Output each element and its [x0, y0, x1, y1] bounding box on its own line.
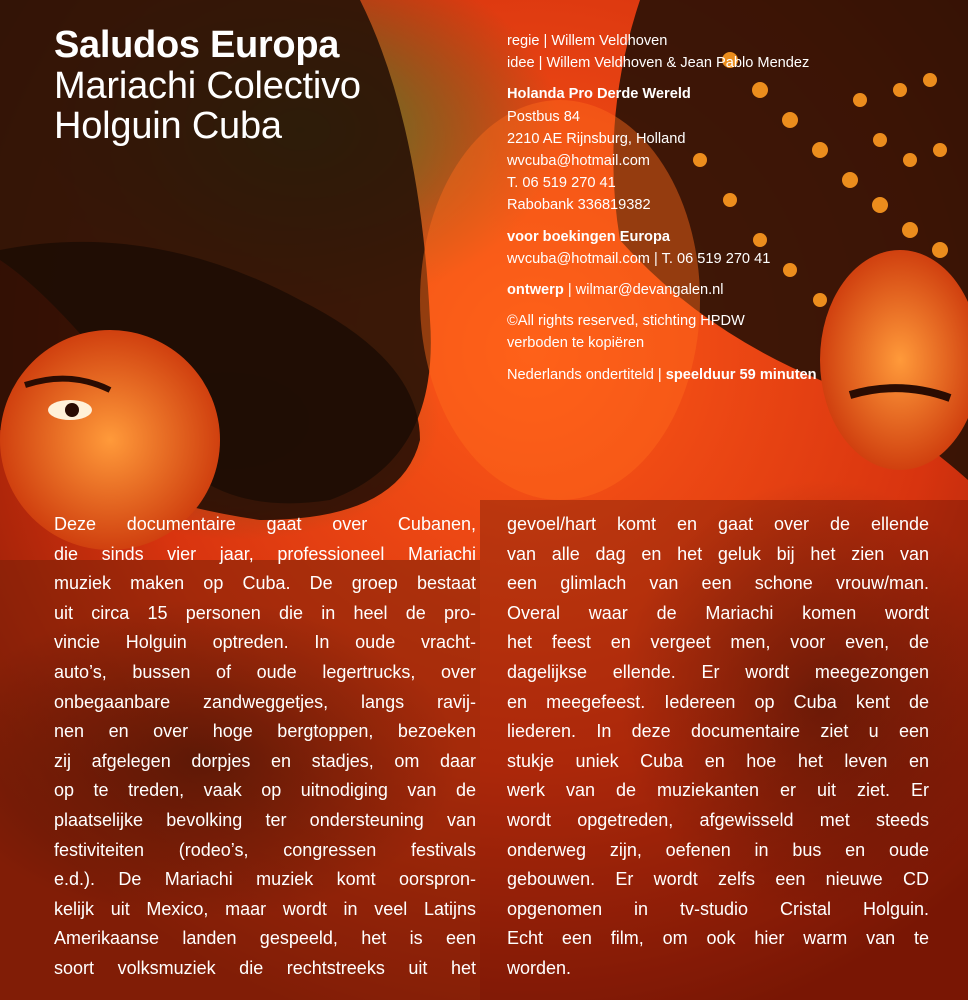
bank-account: Rabobank 336819382 [507, 197, 651, 214]
credit-idee: idee | Willem Veldhoven & Jean Pablo Mendez [507, 55, 810, 72]
body-line: worden. [507, 957, 572, 978]
body-line: Echt een film, om ook hier warm van te [507, 928, 929, 949]
rights-line-1: ©All rights reserved, stichting HPDW [507, 313, 745, 330]
body-line: plaatselijke bevolking ter ondersteuning van [54, 809, 476, 830]
design-info[interactable]: | wilmar@devangalen.nl [563, 282, 724, 299]
phone-number: T. 06 519 270 41 [507, 175, 616, 192]
title-block [54, 24, 361, 146]
body-line: nen en over hoge bergtoppen, bezoeken [54, 721, 476, 742]
duration: speelduur 59 minuten [665, 366, 817, 383]
body-line: soort volksmuziek die rechtstreeks uit het [54, 957, 476, 978]
body-line: liederen. In deze documentaire ziet u een [507, 721, 929, 742]
organization-name: Holanda Pro Derde Wereld [507, 86, 691, 103]
body-line: onderweg zijn, oefenen in bus en oude [507, 839, 929, 860]
body-line: gevoel/hart komt en gaat over de ellende [507, 514, 929, 534]
body-line: van alle dag en het geluk bij het zien van [507, 543, 929, 564]
address-line: Postbus 84 [507, 108, 581, 125]
address-line: 2210 AE Rijnsburg, Holland [507, 130, 686, 147]
main-title: Saludos Europa [54, 24, 340, 66]
body-line: muziek maken op Cuba. De groep bestaat [54, 573, 476, 594]
body-line: uit circa 15 personen die in heel de pro- [54, 602, 476, 623]
subtitle-line-2: Holguin Cuba [54, 105, 282, 147]
body-line: Overal waar de Mariachi komen wordt [507, 602, 929, 623]
body-line: opgenomen in tv-studio Cristal Holguin. [507, 898, 929, 919]
body-line: op te treden, vaak op uitnodiging van de [54, 780, 476, 801]
body-line: stukje uniek Cuba en hoe het leven en [507, 750, 929, 771]
rights-line-2: verboden te kopiëren [507, 335, 645, 352]
body-line: festiviteiten (rodeo’s, congressen festivals [54, 839, 476, 860]
body-line: een glimlach van een schone vrouw/man. [507, 573, 929, 594]
body-line: wordt opgetreden, afgewisseld met steeds [507, 809, 929, 830]
body-line: gebouwen. Er wordt zelfs een nieuwe CD [507, 869, 929, 890]
body-column-left [54, 510, 476, 984]
body-column-right [507, 510, 929, 984]
body-line: Deze documentaire gaat over Cubanen, [54, 514, 476, 534]
body-line: e.d.). De Mariachi muziek komt oorspron- [54, 869, 476, 890]
body-line: dagelijkse ellende. Er wordt meegezongen [507, 661, 929, 682]
body-line: en meegefeest. Iedereen op Cuba kent de [507, 691, 929, 712]
credits-block [507, 30, 817, 386]
subtitle-info: Nederlands ondertiteld | [507, 366, 666, 383]
body-line: vincie Holguin optreden. In oude vracht- [54, 632, 476, 653]
design-label: ontwerp [507, 282, 564, 299]
credit-regie: regie | Willem Veldhoven [507, 33, 668, 49]
subtitle-line-1: Mariachi Colectivo [54, 65, 361, 107]
body-line: kelijk uit Mexico, maar wordt in veel Latijns [54, 898, 476, 919]
body-line: auto’s, bussen of oude legertrucks, over [54, 661, 476, 682]
booking-label: voor boekingen Europa [507, 228, 670, 245]
body-line: onbegaanbare zandweggetjes, langs ravij- [54, 691, 476, 712]
body-line: Amerikaanse landen gespeeld, het is een [54, 928, 476, 949]
booking-info[interactable]: wvcuba@hotmail.com | T. 06 519 270 41 [507, 250, 771, 267]
email-link[interactable]: wvcuba@hotmail.com [507, 153, 650, 170]
body-line: zij afgelegen dorpjes en stadjes, om daar [54, 750, 476, 771]
body-line: werk van de muziekanten er uit ziet. Er [507, 780, 929, 801]
body-line: die sinds vier jaar, professioneel Mariachi [54, 543, 476, 564]
body-line: het feest en vergeet men, voor even, de [507, 632, 929, 653]
